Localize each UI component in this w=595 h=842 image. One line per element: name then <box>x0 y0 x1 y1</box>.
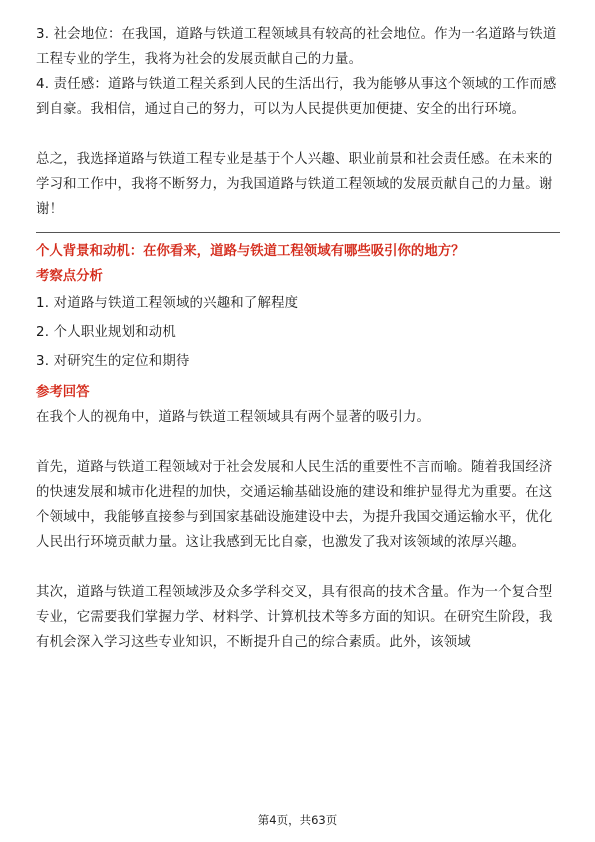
analysis-item: 1. 对道路与铁道工程领域的兴趣和了解程度 <box>36 296 299 311</box>
analysis-item: 3. 对研究生的定位和期待 <box>36 354 190 369</box>
answer-paragraph: 在我个人的视角中，道路与铁道工程领域具有两个显著的吸引力。 <box>36 410 431 425</box>
document-page <box>36 22 560 655</box>
section-divider <box>36 232 560 233</box>
question-title: 个人背景和动机：在你看来，道路与铁道工程领域有哪些吸引你的地方？ <box>36 244 465 259</box>
answer-paragraph: 其次，道路与铁道工程领域涉及众多学科交叉，具有很高的技术含量。作为一个复合型专业，它需要我们掌握力学、材料学、计算机技术等多方面的知识。在研究生阶段，我有机会深入学习这些专业知识，不断提升自己的综合素质。此外，该领域 <box>36 585 553 650</box>
answer-paragraph: 首先，道路与铁道工程领域对于社会发展和人民生活的重要性不言而喻。随着我国经济的快速发展和城市化进程的加快，交通运输基础设施的建设和维护显得尤为重要。在这个领域中，我能够直接参与到国家基础设施建设中去，为提升我国交通运输水平，优化人民出行环境贡献力量。这让我感到无比自豪，也激发了我对该领域的浓厚兴趣。 <box>36 460 553 550</box>
analysis-heading: 考察点分析 <box>36 269 103 284</box>
point-responsibility: 4. 责任感：道路与铁道工程关系到人民的生活出行，我为能够从事这个领域的工作而感到自豪。我相信，通过自己的努力，可以为人民提供更加便捷、安全的出行环境。 <box>36 77 557 117</box>
conclusion-paragraph: 总之，我选择道路与铁道工程专业是基于个人兴趣、职业前景和社会责任感。在未来的学习和工作中，我将不断努力，为我国道路与铁道工程领域的发展贡献自己的力量。谢谢！ <box>36 152 553 217</box>
page-number-footer: 第4页，共63页 <box>257 813 338 827</box>
point-social-status: 3. 社会地位：在我国，道路与铁道工程领域具有较高的社会地位。作为一名道路与铁道工程专业的学生，我将为社会的发展贡献自己的力量。 <box>36 27 557 67</box>
analysis-item: 2. 个人职业规划和动机 <box>36 325 176 340</box>
answer-heading: 参考回答 <box>36 385 90 400</box>
